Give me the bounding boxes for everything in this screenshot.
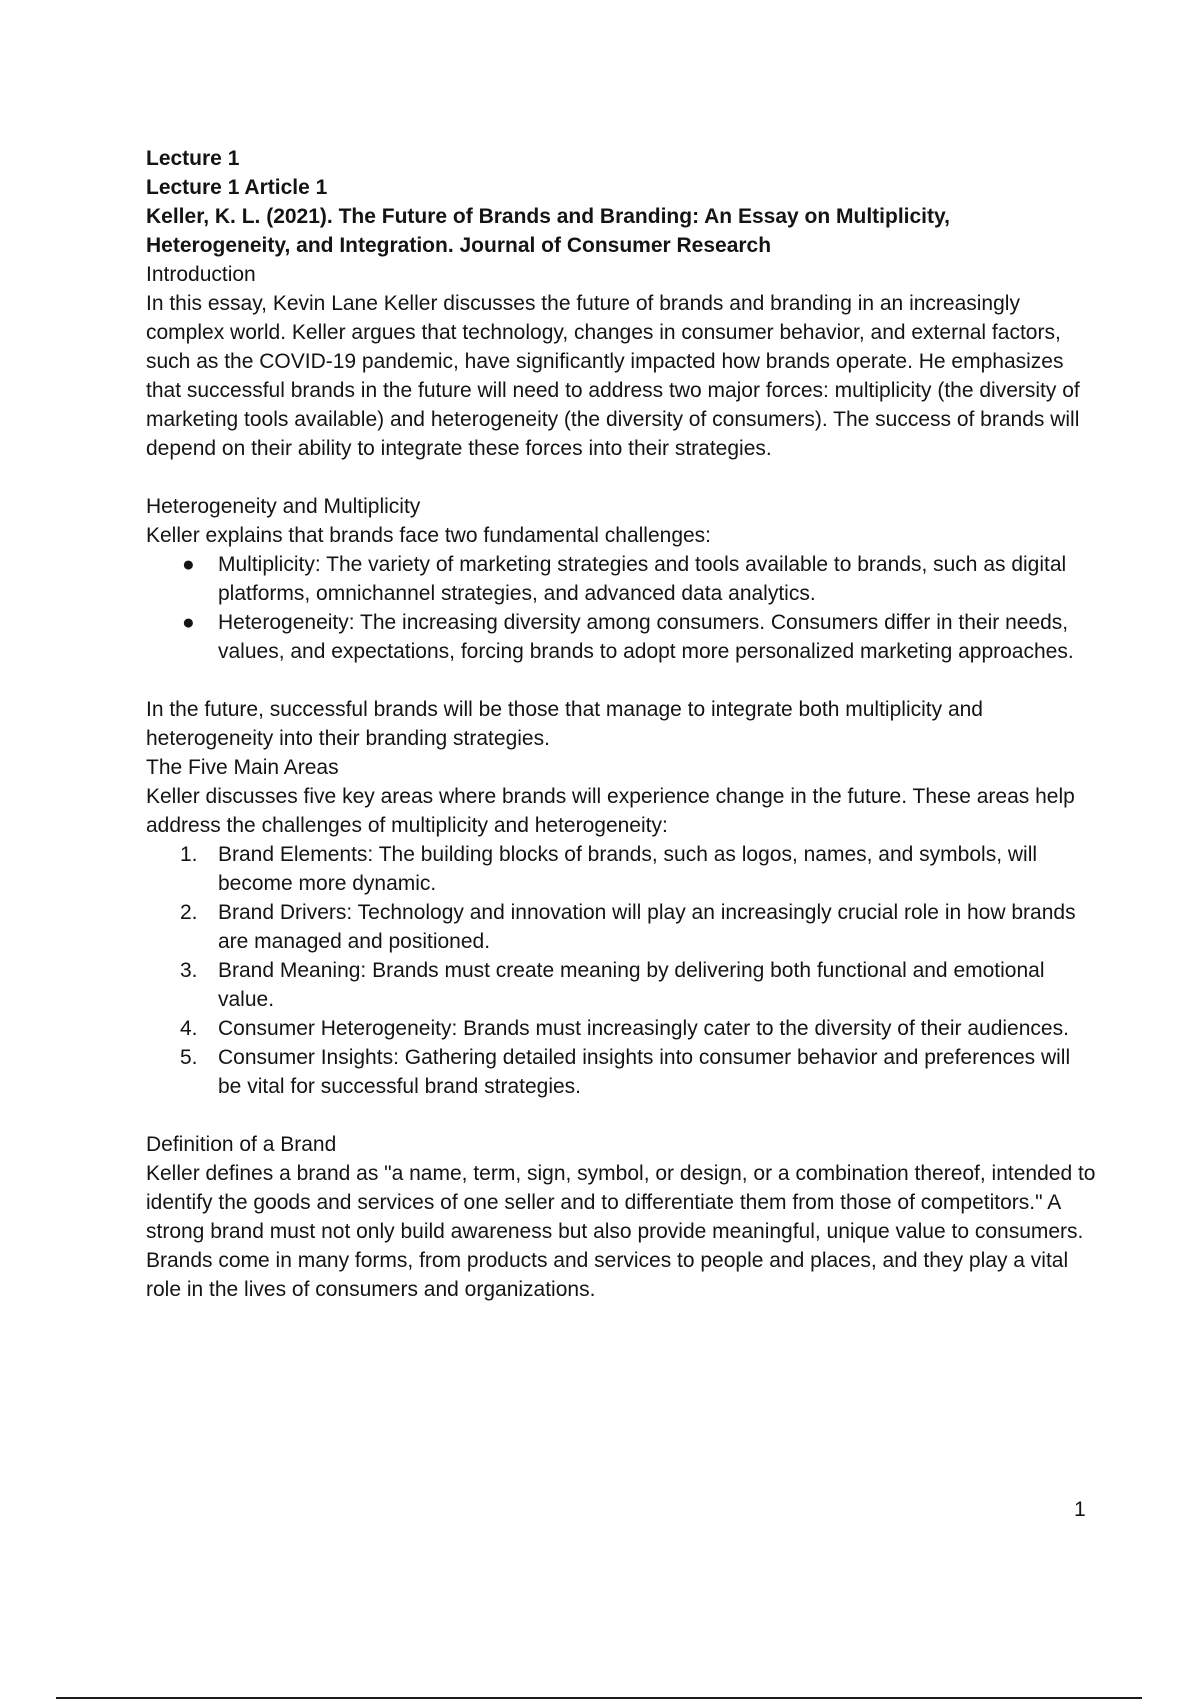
bullet-marker: ● xyxy=(182,553,195,576)
definition-body: Keller defines a brand as "a name, term, sign, symbol, or design, or a combination thereof, intended to identify the goods and services of one seller and to differentiate them from those of competitors." A strong brand must not only build awareness but also provide meaningful, unique value to consumers. Brands come in many forms, from products and services to people and places, and they play a vital role in the lives of consumers and organizations. xyxy=(146,1162,1096,1301)
het-mult-title: Heterogeneity and Multiplicity xyxy=(146,495,421,518)
list-number: 2. xyxy=(180,901,198,924)
citation-line-1: Keller, K. L. (2021). The Future of Brands and Branding: An Essay on Multiplicity, xyxy=(146,205,950,228)
list-item-text: Brand Elements: The building blocks of brands, such as logos, names, and symbols, will become more dynamic. xyxy=(218,843,1038,895)
bullet-marker: ● xyxy=(182,611,195,634)
list-item-text: Brand Drivers: Technology and innovation will play an increasingly crucial role in how brands are managed and positioned. xyxy=(218,901,1076,953)
list-item xyxy=(146,608,1096,666)
blank-line xyxy=(146,463,1096,492)
lecture-heading: Lecture 1 xyxy=(146,147,240,170)
introduction-title: Introduction xyxy=(146,263,256,286)
list-item xyxy=(146,550,1096,608)
citation-heading xyxy=(146,202,1096,260)
list-item-text: Consumer Heterogeneity: Brands must increasingly cater to the diversity of their audiences. xyxy=(218,1017,1069,1040)
list-number: 4. xyxy=(180,1017,198,1040)
five-areas-title: The Five Main Areas xyxy=(146,756,339,779)
list-number: 5. xyxy=(180,1046,198,1069)
article-heading: Lecture 1 Article 1 xyxy=(146,176,328,199)
challenges-list xyxy=(146,550,1096,666)
definition-title: Definition of a Brand xyxy=(146,1133,337,1156)
blank-line xyxy=(146,666,1096,695)
list-number: 3. xyxy=(180,959,198,982)
page-content xyxy=(146,144,1096,1304)
list-number: 1. xyxy=(180,843,198,866)
list-item xyxy=(146,956,1096,1014)
list-item-text: Multiplicity: The variety of marketing strategies and tools available to brands, such as digital platforms, omnichannel strategies, and advanced data analytics. xyxy=(218,553,1067,605)
introduction-body: In this essay, Kevin Lane Keller discusses the future of brands and branding in an increasingly complex world. Keller argues that technology, changes in consumer behavior, and external factors, such as the COVID-19 pandemic, have significantly impacted how brands operate. He emphasizes that successful brands in the future will need to address two major forces: multiplicity (the diversity of marketing tools available) and heterogeneity (the diversity of consumers). The success of brands will depend on their ability to integrate these forces into their strategies. xyxy=(146,292,1080,460)
page-bottom-rule xyxy=(56,1697,1142,1699)
blank-line xyxy=(146,1101,1096,1130)
citation-line-2: Heterogeneity, and Integration. Journal of Consumer Research xyxy=(146,234,772,257)
list-item xyxy=(146,898,1096,956)
page-number: 1 xyxy=(1074,1498,1086,1521)
list-item xyxy=(146,840,1096,898)
list-item xyxy=(146,1043,1096,1101)
het-mult-lead: Keller explains that brands face two fundamental challenges: xyxy=(146,524,712,547)
list-item xyxy=(146,1014,1096,1043)
list-item-text: Consumer Insights: Gathering detailed insights into consumer behavior and preferences will be vital for successful brand strategies. xyxy=(218,1046,1071,1098)
het-mult-conclusion: In the future, successful brands will be those that manage to integrate both multiplicity and heterogeneity into their branding strategies. xyxy=(146,698,983,750)
five-areas-list xyxy=(146,840,1096,1101)
list-item-text: Heterogeneity: The increasing diversity among consumers. Consumers differ in their needs, values, and expectations, forcing brands to adopt more personalized marketing approaches. xyxy=(218,611,1074,663)
list-item-text: Brand Meaning: Brands must create meaning by delivering both functional and emotional value. xyxy=(218,959,1045,1011)
five-areas-lead: Keller discusses five key areas where brands will experience change in the future. These areas help address the challenges of multiplicity and heterogeneity: xyxy=(146,785,1075,837)
